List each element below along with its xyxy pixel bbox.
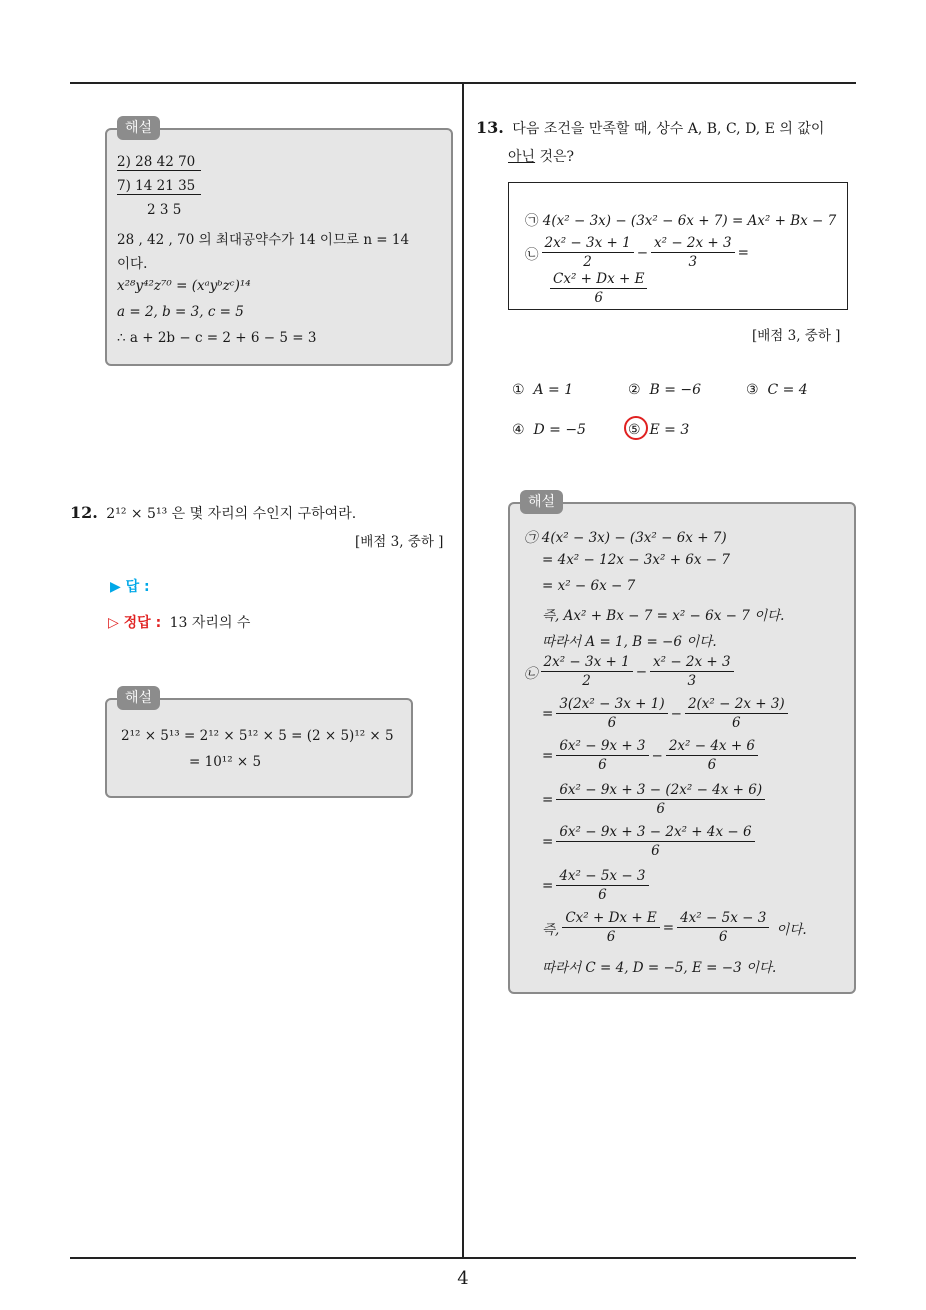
- solution-tag: 해설: [117, 686, 160, 710]
- column-divider: [462, 84, 464, 1259]
- choice-4[interactable]: ④ D = −5: [512, 422, 586, 438]
- cond2-fraction-3: $\frac{\text{Cx² + Dx + E}}{6}$: [550, 271, 647, 306]
- gcd-text-cont: 이다.: [117, 256, 148, 272]
- solution-line-1: 2¹² × 5¹³ = 2¹² × 5¹² × 5 = (2 × 5)¹² × 5: [121, 728, 394, 744]
- condition-1-eq: 4(x² − 3x) − (3x² − 6x + 7) = Ax² + Bx − 7: [542, 213, 837, 229]
- correct-value: 13 자리의 수: [169, 615, 251, 631]
- page-number: 4: [457, 1268, 469, 1289]
- question-13: [476, 118, 824, 138]
- condition-2-rhs: [547, 271, 650, 306]
- condition-box: [508, 182, 848, 310]
- sol-step-5: = $\frac{\text{6x² − 9x + 3 − 2x² + 4x − 6}}{6}$: [542, 824, 758, 859]
- bottom-rule: [70, 1257, 856, 1259]
- question-12-score: [배점 3, 중하 ]: [355, 534, 444, 550]
- gcd-text: 28 , 42 , 70 의 최대공약수가 14 이므로 n = 14: [117, 232, 410, 248]
- question-number: 12.: [70, 503, 98, 522]
- sol-line-4: 즉, Ax² + Bx − 7 = x² − 6x − 7 이다.: [542, 608, 785, 624]
- question-text-2: 것은?: [535, 149, 575, 165]
- question-number: 13.: [476, 118, 504, 137]
- division-row-3: 2 3 5: [147, 202, 182, 218]
- choice-5[interactable]: ⑤ E = 3: [628, 422, 690, 438]
- condition-1: [525, 209, 836, 229]
- choice-1[interactable]: ① A = 1: [512, 382, 574, 398]
- sol-conclusion: 즉, $\frac{\text{Cx² + Dx + E}}{6}$ = $\frac{\text{4x² − 5x − 3}}{6}$ 이다.: [542, 910, 807, 945]
- solution-tag: 해설: [117, 116, 160, 140]
- answer-label: ▶ 답 :: [110, 579, 150, 595]
- sol-step-1: ㉡ $\frac{\text{2x² − 3x + 1}}{2}$ − $\frac{\text{x² − 2x + 3}}{3}$: [524, 654, 737, 689]
- cond2-fraction-1: $\frac{\text{2x² − 3x + 1}}{2}$: [542, 235, 634, 270]
- solution-tag: 해설: [520, 490, 563, 514]
- choice-3[interactable]: ③ C = 4: [746, 382, 808, 398]
- division-row-1: 2) 28 42 70: [117, 154, 201, 171]
- sol-line-1: ㉠ 4(x² − 3x) − (3x² − 6x + 7): [524, 530, 727, 546]
- emphasis-not: 아닌: [508, 149, 536, 165]
- solution-box-q13: [508, 494, 856, 994]
- cond2-fraction-2: $\frac{\text{x² − 2x + 3}}{3}$: [651, 235, 735, 270]
- selected-answer-mark: [624, 416, 648, 440]
- sol-step-2: = $\frac{\text{3(2x² − 3x + 1)}}{6}$ − $\frac{\text{2(x² − 2x + 3)}}{6}$: [542, 696, 791, 731]
- question-12: [70, 503, 356, 523]
- sol-line-5: 따라서 A = 1, B = −6 이다.: [542, 634, 717, 650]
- solution-line-2: = 10¹² × 5: [189, 754, 262, 770]
- condition-1-mark: ㉠: [525, 213, 539, 229]
- exponent-equation: x²⁸y⁴²z⁷⁰ = (xᵃyᵇzᶜ)¹⁴: [117, 278, 251, 294]
- correct-answer: [108, 612, 250, 632]
- sol-step-3: = $\frac{\text{6x² − 9x + 3}}{6}$ − $\frac{\text{2x² − 4x + 6}}{6}$: [542, 738, 761, 773]
- sol-step-4: = $\frac{\text{6x² − 9x + 3 − (2x² − 4x + 6)}}{6}$: [542, 782, 768, 817]
- sol-final: 따라서 C = 4, D = −5, E = −3 이다.: [542, 960, 777, 976]
- sol-step-6: = $\frac{\text{4x² − 5x − 3}}{6}$: [542, 868, 652, 903]
- solution-box-q12: [105, 690, 413, 798]
- question-13-score: [배점 3, 중하 ]: [752, 328, 841, 344]
- sol-line-3: = x² − 6x − 7: [542, 578, 636, 594]
- question-text-1: 다음 조건을 만족할 때, 상수 A, B, C, D, E 의 값이: [512, 121, 825, 137]
- division-row-2: 7) 14 21 35: [117, 178, 201, 195]
- correct-label: ▷ 정답 :: [108, 615, 162, 631]
- question-text: 2¹² × 5¹³ 은 몇 자리의 수인지 구하여라.: [106, 506, 357, 522]
- condition-2: ㉡ $\frac{\text{2x² − 3x + 1}}{2}$ − $\frac{\text{x² − 2x + 3}}{3}$ =: [525, 235, 749, 270]
- values-abc: a = 2, b = 3, c = 5: [117, 304, 244, 320]
- result-equation: ∴ a + 2b − c = 2 + 6 − 5 = 3: [117, 330, 317, 346]
- choice-2[interactable]: ② B = −6: [628, 382, 702, 398]
- sol-line-2: = 4x² − 12x − 3x² + 6x − 7: [542, 552, 730, 568]
- question-13-cont: [508, 146, 574, 166]
- condition-2-mark: ㉡: [525, 246, 539, 263]
- solution-box-q11: [105, 120, 453, 366]
